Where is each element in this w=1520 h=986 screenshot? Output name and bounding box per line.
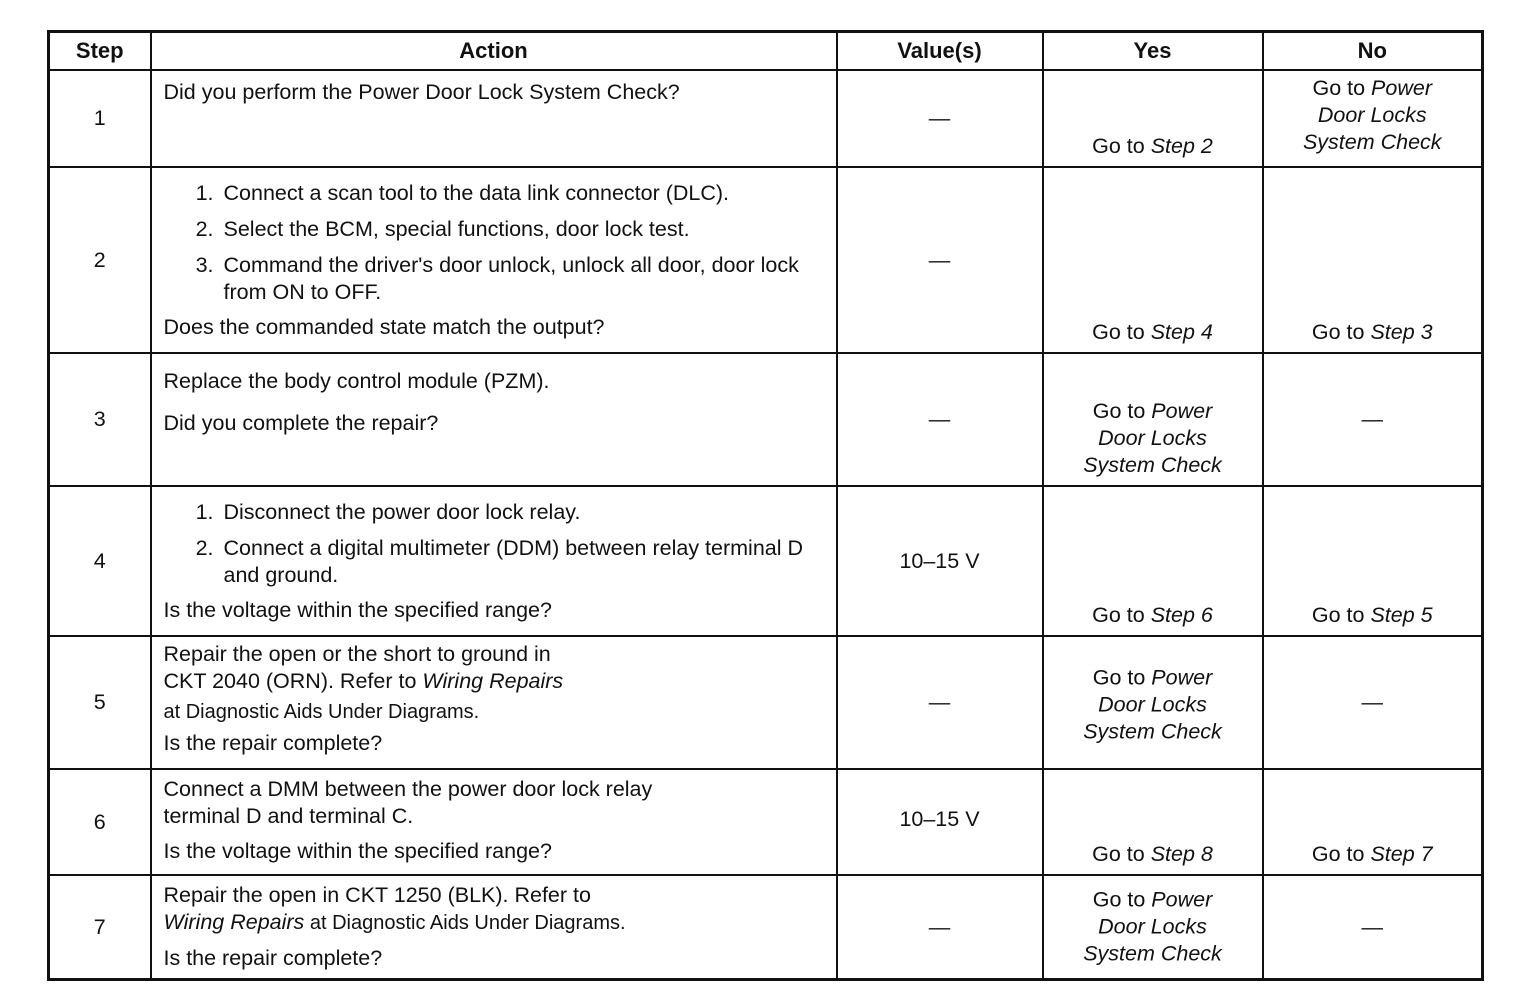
yes-link-line2[interactable]: Door Locks <box>1098 692 1207 717</box>
header-step: Step <box>49 32 151 71</box>
action-question: Did you complete the repair? <box>163 411 439 435</box>
no-prefix: Go to <box>1311 603 1371 627</box>
action-cell <box>151 353 837 486</box>
no-cell: — <box>1263 353 1483 486</box>
action-question: Is the voltage within the specified range? <box>163 839 552 863</box>
action-question: Is the repair complete? <box>163 946 383 970</box>
yes-link-line1[interactable]: Power <box>1151 665 1213 690</box>
table-row <box>49 353 1483 486</box>
yes-link[interactable]: Step 2 <box>1150 134 1213 158</box>
value-cell: 10–15 V <box>837 486 1043 636</box>
yes-cell <box>1043 769 1263 875</box>
no-link-line2[interactable]: Door Locks <box>1317 103 1427 127</box>
no-prefix: Go to <box>1311 842 1371 866</box>
yes-link-line3[interactable]: System Check <box>1083 941 1222 965</box>
no-cell <box>1263 70 1483 167</box>
no-cell <box>1263 167 1483 353</box>
step-number: 2 <box>49 167 151 353</box>
yes-cell <box>1043 353 1263 486</box>
action-cell <box>151 167 837 353</box>
no-cell <box>1263 769 1483 875</box>
table-row <box>49 167 1483 353</box>
yes-link-line2[interactable]: Door Locks <box>1098 914 1207 938</box>
table-row <box>49 70 1483 167</box>
no-prefix: Go to <box>1312 76 1372 100</box>
action-line: Connect a DMM between the power door lock relay <box>163 777 653 801</box>
no-prefix: Go to <box>1311 320 1371 344</box>
action-question: Is the voltage within the specified range? <box>163 598 552 622</box>
yes-prefix: Go to <box>1092 399 1152 423</box>
value-cell: — <box>837 636 1043 769</box>
no-cell: — <box>1263 636 1483 769</box>
yes-cell <box>1043 70 1263 167</box>
step-number: 5 <box>49 636 151 769</box>
yes-cell <box>1043 875 1263 980</box>
wiring-repairs-link[interactable]: Wiring Repairs <box>163 910 305 934</box>
step-number: 3 <box>49 353 151 486</box>
no-cell <box>1263 486 1483 636</box>
header-row <box>49 32 1483 71</box>
yes-link[interactable]: Step 6 <box>1150 603 1213 627</box>
table-row <box>49 769 1483 875</box>
action-text: Did you perform the Power Door Lock System Check? <box>163 80 680 104</box>
table-row <box>49 875 1483 980</box>
no-link[interactable]: Step 5 <box>1370 603 1433 627</box>
action-item: 1. Disconnect the power door lock relay. <box>220 499 824 526</box>
yes-link-line1[interactable]: Power <box>1151 887 1213 911</box>
no-link[interactable]: Step 7 <box>1370 842 1433 866</box>
action-line: at Diagnostic Aids Under Diagrams. <box>304 912 626 934</box>
yes-link-line3[interactable]: System Check <box>1083 453 1222 477</box>
yes-prefix: Go to <box>1092 887 1152 911</box>
no-link-line3[interactable]: System Check <box>1302 130 1442 154</box>
step-number: 4 <box>49 486 151 636</box>
yes-prefix: Go to <box>1092 134 1151 158</box>
yes-cell <box>1043 636 1263 769</box>
action-list <box>164 180 824 306</box>
action-line: at Diagnostic Aids Under Diagrams. <box>163 701 480 723</box>
value-cell: — <box>837 167 1043 353</box>
yes-link-line2[interactable]: Door Locks <box>1098 426 1207 450</box>
yes-prefix: Go to <box>1092 603 1151 627</box>
action-cell <box>151 486 837 636</box>
value-cell: — <box>837 875 1043 980</box>
yes-link-line3[interactable]: System Check <box>1083 719 1222 744</box>
diagnostic-table <box>47 30 1484 981</box>
value-cell: — <box>837 70 1043 167</box>
step-number: 6 <box>49 769 151 875</box>
action-line: Repair the open in CKT 1250 (BLK). Refer to <box>163 883 591 907</box>
action-question: Is the repair complete? <box>163 731 383 755</box>
yes-prefix: Go to <box>1092 842 1151 866</box>
yes-prefix: Go to <box>1092 665 1152 690</box>
yes-link[interactable]: Step 8 <box>1150 842 1213 866</box>
value-cell: — <box>837 353 1043 486</box>
action-line: Repair the open or the short to ground in <box>163 642 551 666</box>
header-action: Action <box>151 32 837 71</box>
table-row <box>49 636 1483 769</box>
yes-link-line1[interactable]: Power <box>1151 399 1213 423</box>
action-item: 3. Command the driver's door unlock, unlock all door, door lock from ON to OFF. <box>220 252 824 306</box>
header-values: Value(s) <box>837 32 1043 71</box>
action-cell <box>151 769 837 875</box>
action-item: 1. Connect a scan tool to the data link connector (DLC). <box>220 180 824 207</box>
yes-prefix: Go to <box>1092 320 1151 344</box>
no-cell: — <box>1263 875 1483 980</box>
action-cell <box>151 875 837 980</box>
yes-cell <box>1043 486 1263 636</box>
step-number: 7 <box>49 875 151 980</box>
header-yes: Yes <box>1043 32 1263 71</box>
header-no: No <box>1263 32 1483 71</box>
action-line: terminal D and terminal C. <box>163 804 414 828</box>
action-question: Does the commanded state match the output? <box>163 315 605 339</box>
no-link[interactable]: Step 3 <box>1370 320 1433 344</box>
action-line: CKT 2040 (ORN). Refer to <box>163 669 423 693</box>
no-link-line1[interactable]: Power <box>1371 76 1432 100</box>
action-item: 2. Connect a digital multimeter (DDM) between relay terminal D and ground. <box>220 535 824 589</box>
action-list <box>164 499 824 589</box>
value-cell: 10–15 V <box>837 769 1043 875</box>
action-item: 2. Select the BCM, special functions, door lock test. <box>220 216 824 243</box>
yes-cell <box>1043 167 1263 353</box>
yes-link[interactable]: Step 4 <box>1150 320 1213 344</box>
action-cell <box>151 70 837 167</box>
wiring-repairs-link[interactable]: Wiring Repairs <box>422 669 564 693</box>
table-row <box>49 486 1483 636</box>
step-number: 1 <box>49 70 151 167</box>
action-cell <box>151 636 837 769</box>
action-text: Replace the body control module (PZM). <box>163 369 550 393</box>
